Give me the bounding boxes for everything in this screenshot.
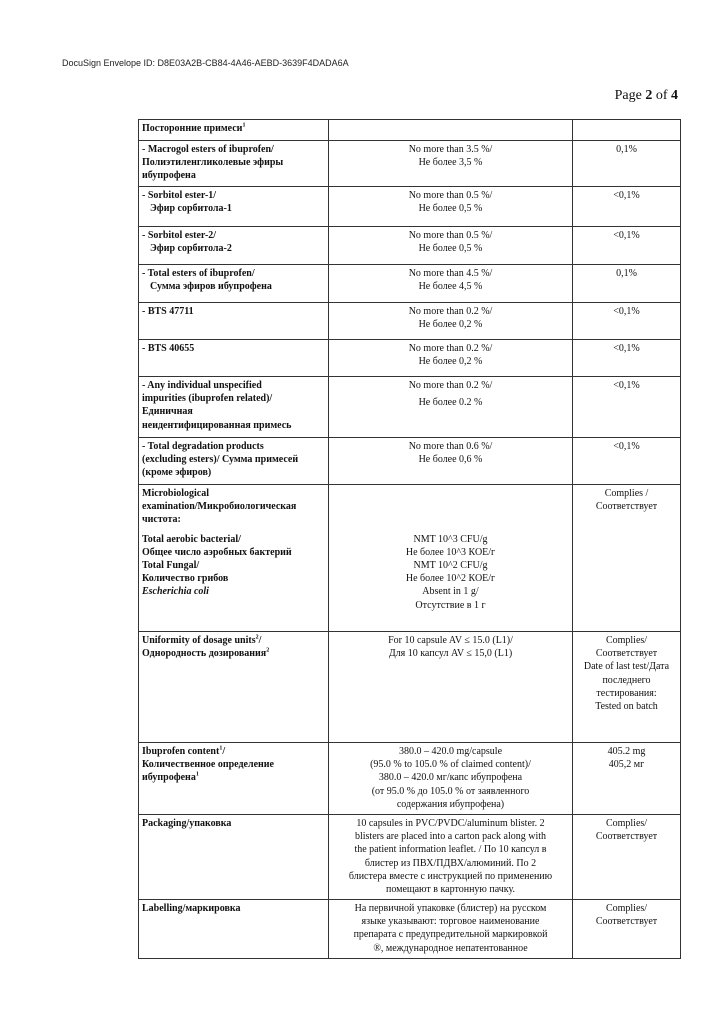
- param-cell: - Total esters of ibuprofen/ Сумма эфиров ибупрофена: [139, 265, 329, 303]
- param-cell: Uniformity of dosage units$^2$/ Однородность дозирования$^2$: [139, 632, 329, 743]
- page-number: [615, 88, 678, 104]
- table-row-bts-47711: [139, 303, 681, 340]
- spec-cell: На первичной упаковке (блистер) на русском языке указывают: торговое наименование препарата с предупредительной маркировкой ®, международное непатентованное: [329, 900, 573, 959]
- param-cell: Посторонние примеси$^1$: [139, 120, 329, 141]
- table-row-labelling: [139, 900, 681, 959]
- page-of: of: [652, 88, 671, 103]
- table-row-individual-impurity: [139, 377, 681, 438]
- spec-cell: No more than 0.5 %/ Не более 0,5 %: [329, 187, 573, 227]
- result-cell: Complies/ Соответствует: [573, 900, 681, 959]
- page-total: 4: [671, 88, 678, 103]
- param-cell: - Any individual unspecified impurities (ibuprofen related)/ Единичная неидентифицированная примесь: [139, 377, 329, 438]
- table-row-sorbitol-ester-1: [139, 187, 681, 227]
- param-cell: - BTS 40655: [139, 340, 329, 377]
- param-cell: - Total degradation products (excluding esters)/ Сумма примесей (кроме эфиров): [139, 438, 329, 485]
- table-row-ibuprofen-content: [139, 743, 681, 815]
- param-cell: Microbiological examination/Микробиологическая чистота: Total aerobic bacterial/ Общее число аэробных бактерий Total Fungal/ Количество грибов Escherichia coli: [139, 485, 329, 632]
- spec-cell: 10 capsules in PVC/PVDC/aluminum blister. 2 blisters are placed into a carton pack along with the patient information leaflet. / По 10 капсул в блистер из ПВХ/ПДВХ/алюминий. По 2 блистера вместе с инструкцией по применению помещают в картонную пачку.: [329, 814, 573, 899]
- table-row-microbiological: [139, 485, 681, 632]
- spec-cell: 380.0 – 420.0 mg/capsule (95.0 % to 105.0 % of claimed content)/ 380.0 – 420.0 мг/капс ибупрофена (от 95.0 % до 105.0 % от заявленного содержания ибупрофена): [329, 743, 573, 815]
- result-cell: <0,1%: [573, 377, 681, 438]
- spec-cell: NMT 10^3 CFU/g Не более 10^3 КОЕ/г NMT 10^2 CFU/g Не более 10^2 КОЕ/г Absent in 1 g/ Отсутствие в 1 г: [329, 485, 573, 632]
- param-cell: - BTS 47711: [139, 303, 329, 340]
- table-row-uniformity: [139, 632, 681, 743]
- result-cell: [573, 120, 681, 141]
- result-cell: <0,1%: [573, 438, 681, 485]
- table-row-impurities-header: [139, 120, 681, 141]
- spec-cell: For 10 capsule AV ≤ 15.0 (L1)/ Для 10 капсул AV ≤ 15,0 (L1): [329, 632, 573, 743]
- table-row-bts-40655: [139, 340, 681, 377]
- result-cell: 0,1%: [573, 141, 681, 187]
- result-cell: Complies/ Соответствует Date of last test/Дата последнего тестирования: Tested on batch: [573, 632, 681, 743]
- docusign-envelope-id: DocuSign Envelope ID: D8E03A2B-CB84-4A46-AEBD-3639F4DADA6A: [62, 58, 349, 68]
- table-row-packaging: [139, 814, 681, 899]
- result-cell: 405.2 mg 405,2 мг: [573, 743, 681, 815]
- spec-cell: No more than 0.5 %/ Не более 0,5 %: [329, 227, 573, 265]
- spec-cell: No more than 4.5 %/ Не более 4,5 %: [329, 265, 573, 303]
- spec-cell: [329, 120, 573, 141]
- result-cell: Complies / Соответствует: [573, 485, 681, 632]
- page-prefix: Page: [614, 88, 646, 103]
- specification-table: [138, 119, 681, 959]
- table-row-sorbitol-ester-2: [139, 227, 681, 265]
- spec-cell: No more than 3.5 %/ Не более 3,5 %: [329, 141, 573, 187]
- param-cell: Labelling/маркировка: [139, 900, 329, 959]
- spec-cell: No more than 0.2 %/ Не более 0.2 %: [329, 377, 573, 438]
- param-cell: Packaging/упаковка: [139, 814, 329, 899]
- spec-cell: No more than 0.2 %/ Не более 0,2 %: [329, 303, 573, 340]
- table-row-total-esters: [139, 265, 681, 303]
- param-cell: Ibuprofen content$^1$/ Количественное определение ибупрофена$^1$: [139, 743, 329, 815]
- table-row-macrogol-esters: [139, 141, 681, 187]
- page-current: 2: [645, 88, 653, 103]
- result-cell: <0,1%: [573, 227, 681, 265]
- result-cell: <0,1%: [573, 340, 681, 377]
- result-cell: 0,1%: [573, 265, 681, 303]
- spec-cell: No more than 0.6 %/ Не более 0,6 %: [329, 438, 573, 485]
- table-row-degradation-products: [139, 438, 681, 485]
- param-cell: - Sorbitol ester-1/ Эфир сорбитола-1: [139, 187, 329, 227]
- result-cell: Complies/ Соответствует: [573, 814, 681, 899]
- spec-cell: No more than 0.2 %/ Не более 0,2 %: [329, 340, 573, 377]
- param-cell: - Sorbitol ester-2/ Эфир сорбитола-2: [139, 227, 329, 265]
- result-cell: <0,1%: [573, 187, 681, 227]
- result-cell: <0,1%: [573, 303, 681, 340]
- param-cell: - Macrogol esters of ibuprofen/ Полиэтиленгликолевые эфиры ибупрофена: [139, 141, 329, 187]
